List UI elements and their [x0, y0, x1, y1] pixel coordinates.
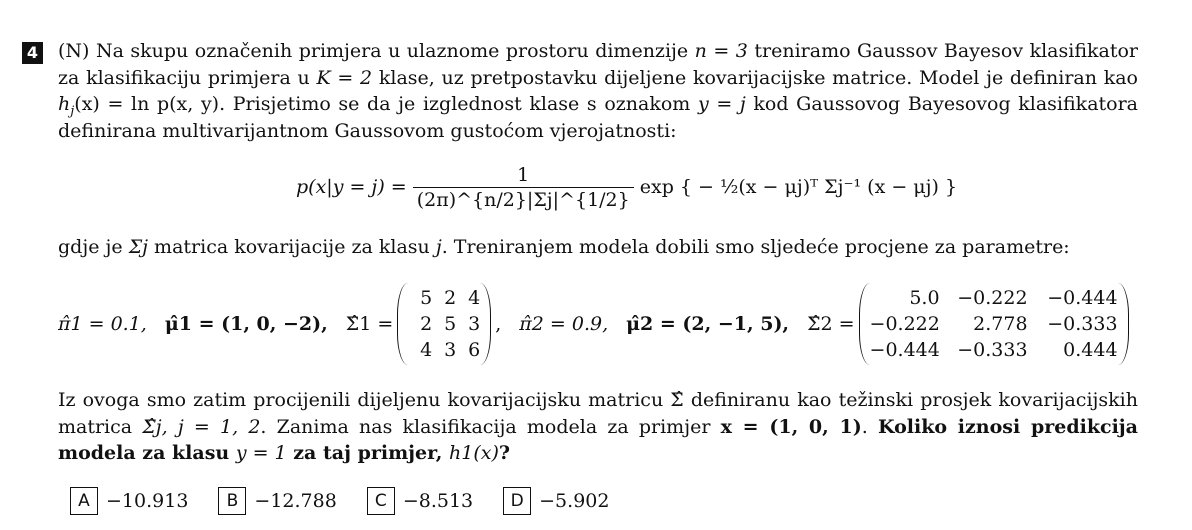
matrix-cell: 3 — [468, 313, 481, 335]
intro-text-3: klase, uz pretpostavku dijeljene kovarijacijske matrice. Model je definiran kao — [372, 66, 1138, 89]
answer-letter-b[interactable]: B — [218, 487, 246, 515]
formula-lhs: p(x|y = j) = — [296, 176, 407, 198]
answer-letter-a[interactable]: A — [70, 487, 98, 515]
matrix-cell: 0.444 — [1063, 339, 1118, 361]
pi1-estimate: π̂1 = 0.1, — [58, 313, 147, 335]
p3-text-1: Iz ovoga smo zatim procijenili dijeljenu kovarijacijsku matricu — [58, 389, 671, 411]
class-y1: y = 1 — [235, 442, 287, 464]
sigma1-matrix — [397, 283, 491, 365]
p2-text-3: . Treniranjem modela dobili smo sljedeće procjene za parametre: — [441, 236, 1070, 258]
intro-text-2: treniramo Gaussov Bayesov klasifikator za klasifikaciju primjera u — [58, 40, 1139, 89]
answer-option-a[interactable] — [70, 487, 188, 515]
intro-text-1: (N) Na skupu označenih primjera u ulaznome prostoru dimenzije — [58, 40, 695, 62]
question-bold-1: Koliko iznosi predikcija modela za klasu — [58, 415, 1138, 464]
mu2-estimate: μ̂2 = (2, −1, 5), — [626, 313, 790, 335]
matrix-cell: −0.222 — [957, 287, 1028, 309]
class-j: j — [435, 236, 442, 258]
question-prompt — [58, 387, 1138, 467]
answer-value-d: −5.902 — [539, 490, 610, 512]
answer-value-c: −8.513 — [402, 490, 474, 512]
parameter-estimates: π̂1 = 0.1, μ̂1 = (1, 0, −2), Σ̂1 = 5 2 4 2 5 3 4 3 6 , π̂2 = 0.9, μ̂2 = (2, −1, 5), Σ̂2 = 5.0 −0.222 −0.444 −0.222 2.778 −0.333 −0.444 −0.333 0.444 — [58, 284, 1133, 364]
formula-exp: exp — [639, 176, 674, 198]
answer-value-b: −12.788 — [254, 490, 337, 512]
label-expr: y = j — [697, 93, 746, 115]
pi2-estimate: π̂2 = 0.9, — [519, 313, 609, 335]
dimension-expr: n = 3 — [694, 40, 748, 62]
p3-text-2: definiranu kao težinski prosjek kovarijacijskih matrica — [58, 389, 1138, 438]
formula-exponent: { − ½(x − μj)ᵀ Σj⁻¹ (x − μj) } — [679, 176, 958, 198]
answer-option-d[interactable] — [503, 487, 609, 515]
parameters-intro — [58, 234, 1138, 261]
question-mark: ? — [498, 442, 511, 464]
matrix-cell: 3 — [444, 339, 457, 361]
formula-numerator: 1 — [517, 163, 530, 186]
likelihood-formula — [296, 162, 957, 212]
matrix-cell: 6 — [468, 339, 481, 361]
matrix-cell: −0.333 — [957, 339, 1028, 361]
answer-letter-c[interactable]: C — [367, 487, 395, 515]
p2-text-1: gdje je — [58, 236, 129, 258]
answer-letter-d[interactable]: D — [503, 487, 531, 515]
classes-expr: K = 2 — [316, 66, 373, 89]
sigma-j: Σj — [128, 236, 149, 258]
matrix-cell: −0.333 — [1047, 313, 1118, 335]
sigma-j-hat: Σ̂j, j = 1, 2 — [142, 415, 261, 438]
answer-value-a: −10.913 — [106, 490, 189, 512]
matrix-cell: 5 — [420, 287, 433, 309]
formula-fraction — [413, 163, 634, 212]
matrix-cell: 4 — [468, 287, 481, 309]
question-intro — [58, 38, 1138, 144]
answer-option-b[interactable] — [218, 487, 336, 515]
matrix-cell: 2.778 — [973, 313, 1028, 335]
p3-text-4: . — [861, 415, 878, 438]
x-example: x = (1, 0, 1) — [720, 415, 862, 438]
answer-options — [70, 487, 639, 515]
question-bold-2: za taj primjer, — [286, 442, 450, 464]
p3-text-3: . Zanima nas klasifikacija modela za primjer — [260, 415, 721, 438]
formula-denominator: (2π)^{n/2}|Σj|^{1/2} — [413, 187, 634, 212]
sigma1-label: Σ̂1 = — [345, 313, 394, 335]
question-number: 4 — [22, 42, 43, 64]
matrix-cell: 2 — [420, 313, 433, 335]
intro-text-5: kod Gaussovog Bayesovog klasifikatora definirana multivarijantnom Gaussovom gustoćom vjerojatnosti: — [58, 93, 1139, 142]
model-h: h — [58, 93, 71, 115]
mu1-estimate: μ̂1 = (1, 0, −2), — [164, 313, 328, 335]
sigma2-label: Σ̂2 = — [807, 313, 855, 335]
intro-text-4: . Prisjetimo se da je izglednost klase s oznakom — [219, 93, 698, 115]
matrix-cell: 5.0 — [909, 287, 940, 309]
model-expr: (x) = ln p(x, y) — [74, 93, 220, 115]
sigma-hat: Σ̂ — [670, 389, 684, 411]
p2-text-2: matrica kovarijacije za klasu — [148, 236, 436, 258]
answer-option-c[interactable] — [367, 487, 473, 515]
h1-expr: h1(x) — [449, 442, 499, 464]
matrix-cell: −0.222 — [869, 313, 940, 335]
model-h-sub: j — [70, 103, 75, 119]
matrix-cell: 2 — [444, 287, 457, 309]
sigma2-matrix — [859, 283, 1129, 365]
matrix-cell: 4 — [420, 339, 433, 361]
matrix-cell: 5 — [444, 313, 457, 335]
matrix-cell: −0.444 — [1047, 287, 1118, 309]
matrix-cell: −0.444 — [869, 339, 940, 361]
